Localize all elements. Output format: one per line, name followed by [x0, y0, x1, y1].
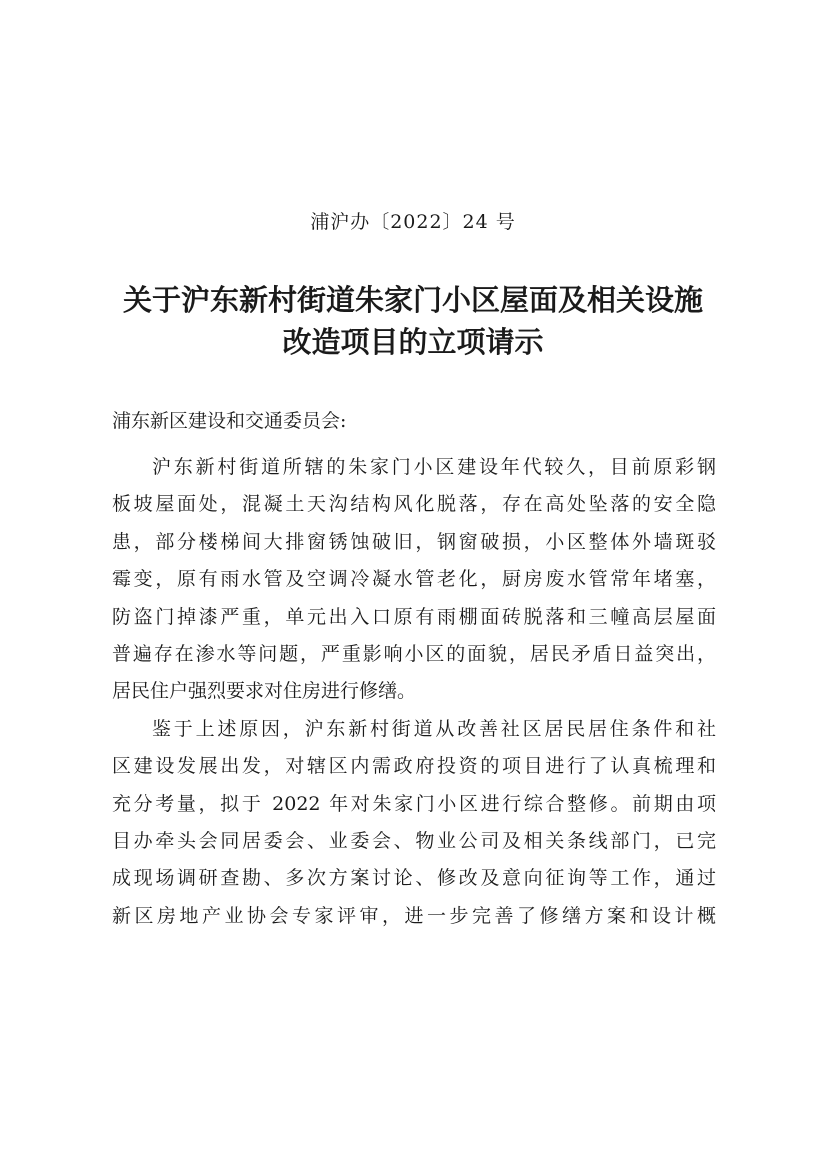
- body-text: [112, 449, 716, 935]
- paragraph-line: 霉变，原有雨水管及空调冷凝水管老化，厨房废水管常年堵塞，: [112, 568, 716, 591]
- document-title: [100, 279, 726, 363]
- paragraph-line: 新区房地产业协会专家评审，进一步完善了修缮方案和设计概: [112, 904, 716, 927]
- paragraph-line: 充分考量，拟于 2022 年对朱家门小区进行综合整修。前期由项: [112, 792, 716, 815]
- paragraph-line: 防盗门掉漆严重，单元出入口原有雨棚面砖脱落和三幢高层屋面: [112, 605, 716, 628]
- paragraph-line: 患，部分楼梯间大排窗锈蚀破旧，钢窗破损，小区整体外墙斑驳: [112, 530, 716, 553]
- paragraph-line: 居民住户强烈要求对住房进行修缮。: [112, 680, 417, 703]
- title-line: 关于沪东新村街道朱家门小区屋面及相关设施: [122, 283, 703, 317]
- paragraph-line: 板坡屋面处，混凝土天沟结构风化脱落，存在高处坠落的安全隐: [112, 493, 716, 516]
- title-line: 改造项目的立项请示: [282, 325, 544, 359]
- paragraph-line: 鉴于上述原因，沪东新村街道从改善社区居民居住条件和社: [152, 717, 716, 740]
- paragraph-line: 目办牵头会同居委会、业委会、物业公司及相关条线部门，已完: [112, 829, 716, 852]
- document-number: 浦沪办〔2022〕24 号: [310, 211, 516, 233]
- paragraph-line: 成现场调研查勘、多次方案讨论、修改及意向征询等工作，通过: [112, 867, 716, 890]
- paragraph-line: 普遍存在渗水等问题，严重影响小区的面貌，居民矛盾日益突出，: [112, 642, 716, 665]
- paragraph-line: 沪东新村街道所辖的朱家门小区建设年代较久，目前原彩钢: [152, 456, 716, 478]
- salutation: 浦东新区建设和交通委员会:: [112, 410, 347, 432]
- paragraph-line: 区建设发展出发，对辖区内需政府投资的项目进行了认真梳理和: [112, 755, 716, 778]
